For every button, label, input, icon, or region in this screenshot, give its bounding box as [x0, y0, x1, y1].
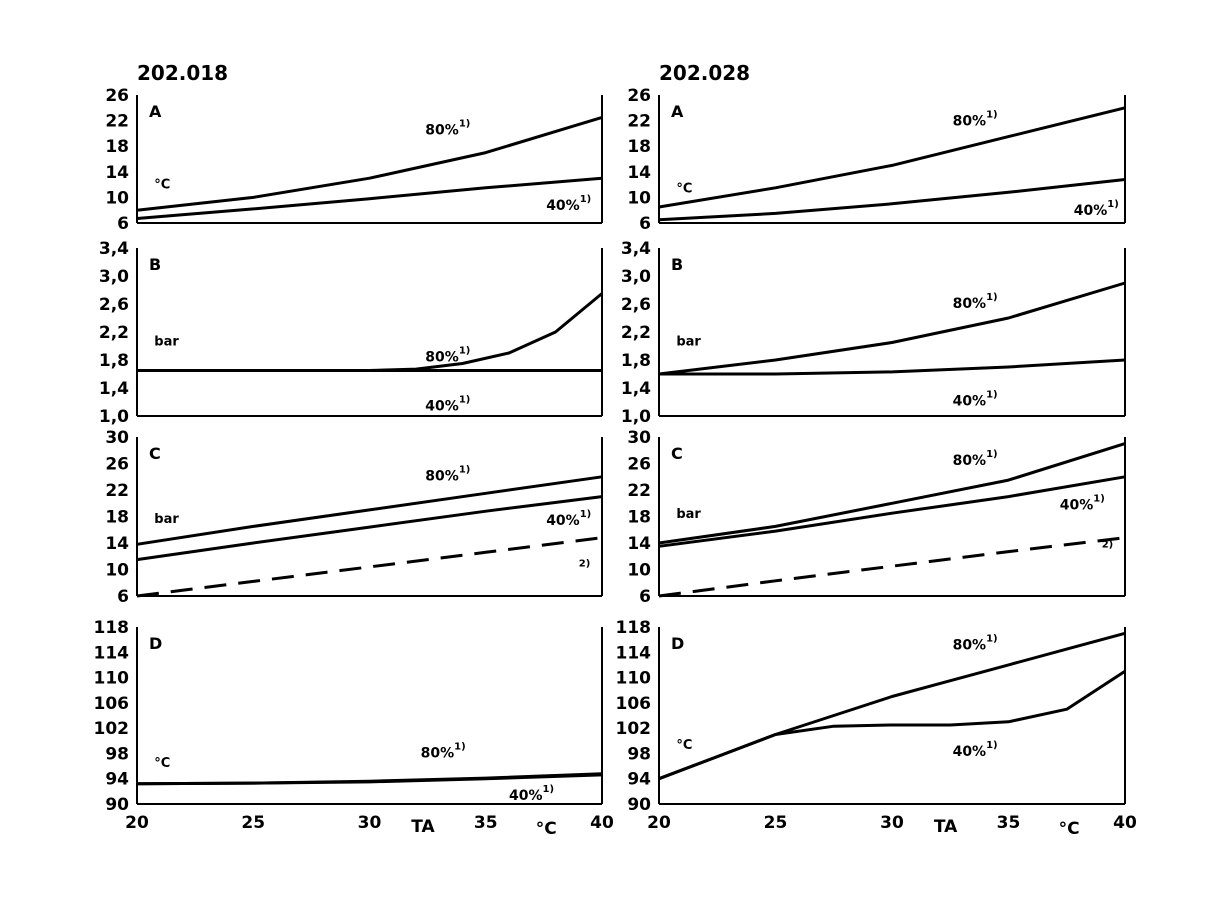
- series-line: [659, 444, 1125, 543]
- x-tick-label: 40: [1113, 813, 1137, 833]
- panel-202-028-D: [616, 618, 1137, 839]
- y-tick-label: 110: [615, 668, 651, 689]
- panel-202-018-D: [94, 618, 614, 839]
- panel-202-028-A: [627, 86, 1125, 234]
- y-tick-label: 3,0: [620, 267, 651, 287]
- panel-letter: A: [149, 102, 162, 121]
- series-line: [659, 633, 1125, 778]
- y-tick-label: 3,4: [620, 239, 651, 259]
- panel-202-018-C: [105, 428, 602, 607]
- panel-letter: D: [149, 634, 163, 653]
- y-tick-label: 2,2: [98, 323, 129, 343]
- panel-202-018-B: [99, 239, 602, 427]
- y-tick-label: 22: [627, 111, 651, 132]
- series-line: [659, 283, 1125, 374]
- x-tick-label: 35: [473, 813, 498, 833]
- unit-label: bar: [676, 507, 701, 523]
- y-tick-label: 1,8: [620, 351, 651, 371]
- y-tick-label: 18: [105, 137, 129, 158]
- panel-letter: B: [671, 255, 684, 274]
- y-tick-label: 106: [93, 693, 129, 714]
- y-tick-label: 26: [627, 454, 651, 475]
- series-line: [137, 775, 602, 784]
- y-tick-label: 14: [627, 162, 651, 183]
- y-tick-label: 118: [615, 618, 651, 638]
- x-tick-label: 25: [763, 813, 788, 833]
- y-tick-label: 26: [627, 86, 651, 106]
- x-tick-label: 40: [590, 813, 614, 833]
- y-tick-label: 110: [93, 668, 129, 689]
- y-tick-label: 18: [105, 507, 129, 528]
- unit-label: bar: [154, 334, 179, 350]
- y-tick-label: 102: [615, 719, 651, 740]
- y-tick-label: 30: [105, 428, 129, 448]
- y-tick-label: 3,0: [98, 267, 129, 287]
- y-tick-label: 114: [93, 643, 129, 664]
- unit-label: bar: [154, 511, 179, 527]
- series-label: 40%$^{1)}$: [509, 784, 555, 804]
- series-label: 80%$^{1)}$: [952, 109, 998, 130]
- y-tick-label: 22: [105, 111, 129, 132]
- series-line: [659, 671, 1125, 778]
- y-tick-label: 6: [639, 587, 651, 607]
- y-tick-label: 22: [627, 481, 651, 501]
- panel-202-028-C: [627, 428, 1125, 607]
- panel-letter: B: [149, 255, 162, 274]
- y-tick-label: 30: [627, 428, 651, 448]
- series-line: [659, 180, 1125, 220]
- y-tick-label: 10: [627, 188, 651, 209]
- x-tick-label: 25: [241, 813, 266, 833]
- y-tick-label: 14: [105, 162, 129, 183]
- y-tick-label: 14: [627, 534, 651, 554]
- series-label: 40%$^{1)}$: [546, 194, 592, 215]
- y-tick-label: 26: [105, 454, 129, 475]
- series-label: 2): [1101, 539, 1114, 551]
- series-label: 40%$^{1)}$: [952, 389, 998, 410]
- y-tick-label: 1,0: [98, 407, 129, 427]
- series-label: 80%$^{1)}$: [952, 448, 998, 469]
- column-title: 202.018: [137, 61, 229, 85]
- y-tick-label: 6: [639, 214, 651, 234]
- series-label: 80%$^{1)}$: [420, 741, 466, 762]
- panel-202-018-A: [105, 86, 602, 234]
- series-label: 80%$^{1)}$: [952, 633, 998, 654]
- x-axis-unit: °C: [1058, 819, 1080, 839]
- series-label: 80%$^{1)}$: [952, 291, 998, 312]
- series-line: [137, 178, 602, 218]
- y-tick-label: 1,4: [98, 379, 129, 399]
- series-label: 40%$^{1)}$: [546, 509, 592, 530]
- series-line: [137, 477, 602, 545]
- panel-letter: D: [671, 634, 685, 653]
- x-tick-label: 30: [357, 813, 382, 833]
- x-tick-label: 20: [647, 813, 671, 833]
- y-tick-label: 1,0: [620, 407, 651, 427]
- series-line: [659, 477, 1125, 547]
- y-tick-label: 10: [105, 560, 129, 581]
- series-line: [137, 294, 602, 371]
- unit-label: °C: [154, 755, 171, 771]
- y-tick-label: 6: [117, 214, 129, 234]
- y-tick-label: 3,4: [98, 239, 129, 259]
- panel-202-028-B: [621, 239, 1125, 427]
- y-tick-label: 90: [105, 795, 129, 815]
- y-tick-label: 22: [105, 481, 129, 501]
- x-tick-label: 30: [880, 813, 904, 833]
- y-tick-label: 94: [105, 769, 129, 790]
- y-tick-label: 106: [615, 693, 651, 714]
- series-label: 80%$^{1)}$: [425, 345, 471, 366]
- series-label: 80%$^{1)}$: [425, 464, 471, 485]
- series-label: 2): [578, 558, 591, 570]
- panel-letter: A: [671, 102, 684, 121]
- series-label: 80%$^{1)}$: [425, 118, 471, 139]
- y-tick-label: 18: [627, 507, 651, 528]
- x-tick-label: 20: [125, 813, 149, 833]
- x-tick-label: 35: [996, 813, 1021, 833]
- y-tick-label: 18: [627, 137, 651, 158]
- y-tick-label: 94: [627, 769, 651, 790]
- series-label: 40%$^{1)}$: [1059, 493, 1105, 514]
- series-line: [137, 117, 602, 210]
- series-line: [659, 538, 1125, 596]
- y-tick-label: 2,6: [98, 295, 129, 315]
- series-line: [137, 497, 602, 560]
- unit-label: °C: [154, 177, 171, 193]
- y-tick-label: 98: [105, 744, 129, 765]
- series-line: [137, 538, 602, 596]
- y-tick-label: 1,8: [98, 351, 129, 371]
- series-label: 40%$^{1)}$: [952, 739, 998, 760]
- x-axis-label: TA: [411, 817, 435, 837]
- series-label: 40%$^{1)}$: [1073, 199, 1119, 220]
- y-tick-label: 10: [627, 560, 651, 581]
- y-tick-label: 14: [105, 534, 129, 554]
- panel-letter: C: [671, 444, 683, 463]
- x-axis-unit: °C: [535, 819, 557, 839]
- y-tick-label: 1,4: [620, 379, 651, 399]
- y-tick-label: 26: [105, 86, 129, 106]
- column-title: 202.028: [659, 61, 751, 85]
- series-line: [659, 108, 1125, 207]
- y-tick-label: 2,2: [620, 323, 651, 343]
- series-label: 40%$^{1)}$: [425, 394, 471, 415]
- unit-label: bar: [676, 334, 701, 350]
- unit-label: °C: [676, 738, 693, 754]
- y-tick-label: 118: [93, 618, 129, 638]
- panel-letter: C: [149, 444, 161, 463]
- y-tick-label: 102: [93, 719, 129, 740]
- y-tick-label: 6: [117, 587, 129, 607]
- y-tick-label: 114: [615, 643, 651, 664]
- x-axis-label: TA: [933, 817, 958, 837]
- y-tick-label: 98: [627, 744, 651, 765]
- y-tick-label: 2,6: [620, 295, 651, 315]
- y-tick-label: 90: [627, 795, 651, 815]
- y-tick-label: 10: [105, 188, 129, 209]
- unit-label: °C: [676, 181, 693, 197]
